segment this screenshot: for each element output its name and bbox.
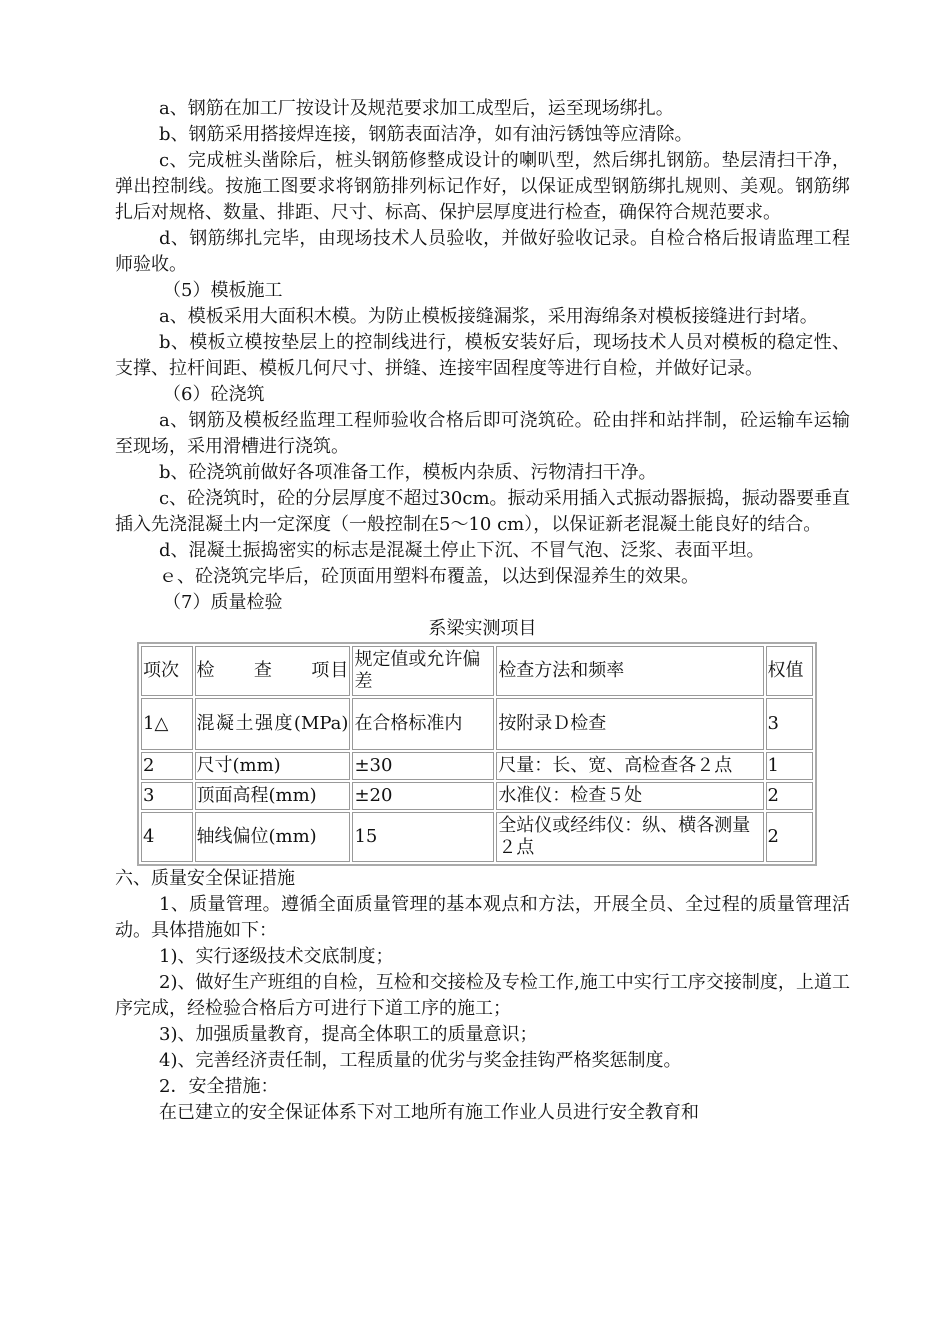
table-row xyxy=(141,752,813,780)
paragraph-rebar-c: c、完成桩头凿除后，桩头钢筋修整成设计的喇叭型，然后绑扎钢筋。垫层清扫干净，弹出控制线。按施工图要求将钢筋排列标记作好，以保证成型钢筋绑扎规则、美观。钢筋绑扎后对规格、数量、排距、尺寸、标高、保护层厚度进行检查，确保符合规范要求。 xyxy=(115,150,850,223)
paragraph-quality-1: 1)、实行逐级技术交底制度； xyxy=(159,946,394,967)
header-cell: 项次 xyxy=(141,646,193,696)
table-cell: 3 xyxy=(766,698,814,750)
table-cell: 2 xyxy=(766,812,814,862)
table-row xyxy=(141,782,813,810)
table-cell: 15 xyxy=(352,812,494,862)
table-cell: ±20 xyxy=(352,782,494,810)
paragraph-quality-4: 4)、完善经济责任制，工程质量的优劣与奖金挂钩严格奖惩制度。 xyxy=(159,1050,682,1071)
header-cell: 权值 xyxy=(766,646,814,696)
paragraph-pouring-d: d、混凝土振捣密实的标志是混凝土停止下沉、不冒气泡、泛浆、表面平坦。 xyxy=(159,540,765,561)
table-header-row xyxy=(141,646,813,696)
table-cell: 3 xyxy=(141,782,193,810)
paragraph-pouring-c: c、砼浇筑时，砼的分层厚度不超过30cm。振动采用插入式振动器振捣，振动器要垂直插入先浇混凝土内一定深度（一般控制在5～10 cm），以保证新老混凝土能良好的结合。 xyxy=(115,488,850,535)
paragraph-formwork-b: b、模板立模按垫层上的控制线进行，模板安装好后，现场技术人员对模板的稳定性、支撑、拉杆间距、模板几何尺寸、拼缝、连接牢固程度等进行自检，并做好记录。 xyxy=(115,332,850,379)
inspection-table xyxy=(137,642,817,866)
document-page xyxy=(115,96,850,1126)
heading-formwork: （5）模板施工 xyxy=(163,280,283,301)
paragraph-safety: 在已建立的安全保证体系下对工地所有施工作业人员进行安全教育和 xyxy=(159,1102,699,1123)
header-cell: 规定值或允许偏差 xyxy=(352,646,494,696)
header-cell: 检查方法和频率 xyxy=(496,646,763,696)
table-cell: 轴线偏位(mm) xyxy=(195,812,351,862)
heading-pouring: （6）砼浇筑 xyxy=(163,384,265,405)
table-cell: 尺量：长、宽、高检查各２点 xyxy=(496,752,763,780)
table-cell: 2 xyxy=(141,752,193,780)
table-cell: 在合格标准内 xyxy=(352,698,494,750)
table-title: 系梁实测项目 xyxy=(428,618,537,639)
table-cell: 全站仪或经纬仪：纵、横各测量２点 xyxy=(496,812,763,862)
heading-safety: 2．安全措施： xyxy=(159,1076,279,1097)
table-cell: 1 xyxy=(766,752,814,780)
paragraph-pouring-a: a、钢筋及模板经监理工程师验收合格后即可浇筑砼。砼由拌和站拌制，砼运输车运输至现场，采用滑槽进行浇筑。 xyxy=(115,410,850,457)
paragraph-rebar-d: d、钢筋绑扎完毕，由现场技术人员验收，并做好验收记录。自检合格后报请监理工程师验收。 xyxy=(115,228,850,275)
paragraph-formwork-a: a、模板采用大面积木模。为防止模板接缝漏浆，采用海绵条对模板接缝进行封堵。 xyxy=(159,306,818,327)
table-cell: 1△ xyxy=(141,698,193,750)
table-row xyxy=(141,812,813,862)
table-row xyxy=(141,698,813,750)
paragraph-quality-intro: 1、质量管理。遵循全面质量管理的基本观点和方法，开展全员、全过程的质量管理活动。具体措施如下： xyxy=(115,894,850,941)
header-cell: 检 查 项目 xyxy=(195,646,351,696)
paragraph-quality-3: 3)、加强质量教育，提高全体职工的质量意识； xyxy=(159,1024,538,1045)
table-cell: 水准仪：检查５处 xyxy=(496,782,763,810)
paragraph-rebar-b: b、钢筋采用搭接焊连接，钢筋表面洁净，如有油污锈蚀等应清除。 xyxy=(159,124,693,145)
heading-inspection: （7）质量检验 xyxy=(163,592,283,613)
table-cell: ±30 xyxy=(352,752,494,780)
table-cell: 混凝土强度(MPa) xyxy=(195,698,351,750)
paragraph-rebar-a: a、钢筋在加工厂按设计及规范要求加工成型后，运至现场绑扎。 xyxy=(159,98,674,119)
paragraph-quality-2: 2)、做好生产班组的自检，互检和交接检及专检工作,施工中实行工序交接制度，上道工序完成，经检验合格后方可进行下道工序的施工； xyxy=(115,972,850,1019)
table-cell: 顶面高程(mm) xyxy=(195,782,351,810)
table-cell: 2 xyxy=(766,782,814,810)
table-cell: 尺寸(mm) xyxy=(195,752,351,780)
heading-section6: 六、质量安全保证措施 xyxy=(115,868,295,889)
table-cell: 4 xyxy=(141,812,193,862)
paragraph-pouring-b: b、砼浇筑前做好各项准备工作，模板内杂质、污物清扫干净。 xyxy=(159,462,657,483)
table-cell: 按附录Ｄ检查 xyxy=(496,698,763,750)
paragraph-pouring-e: ｅ、砼浇筑完毕后，砼顶面用塑料布覆盖，以达到保湿养生的效果。 xyxy=(159,566,699,587)
